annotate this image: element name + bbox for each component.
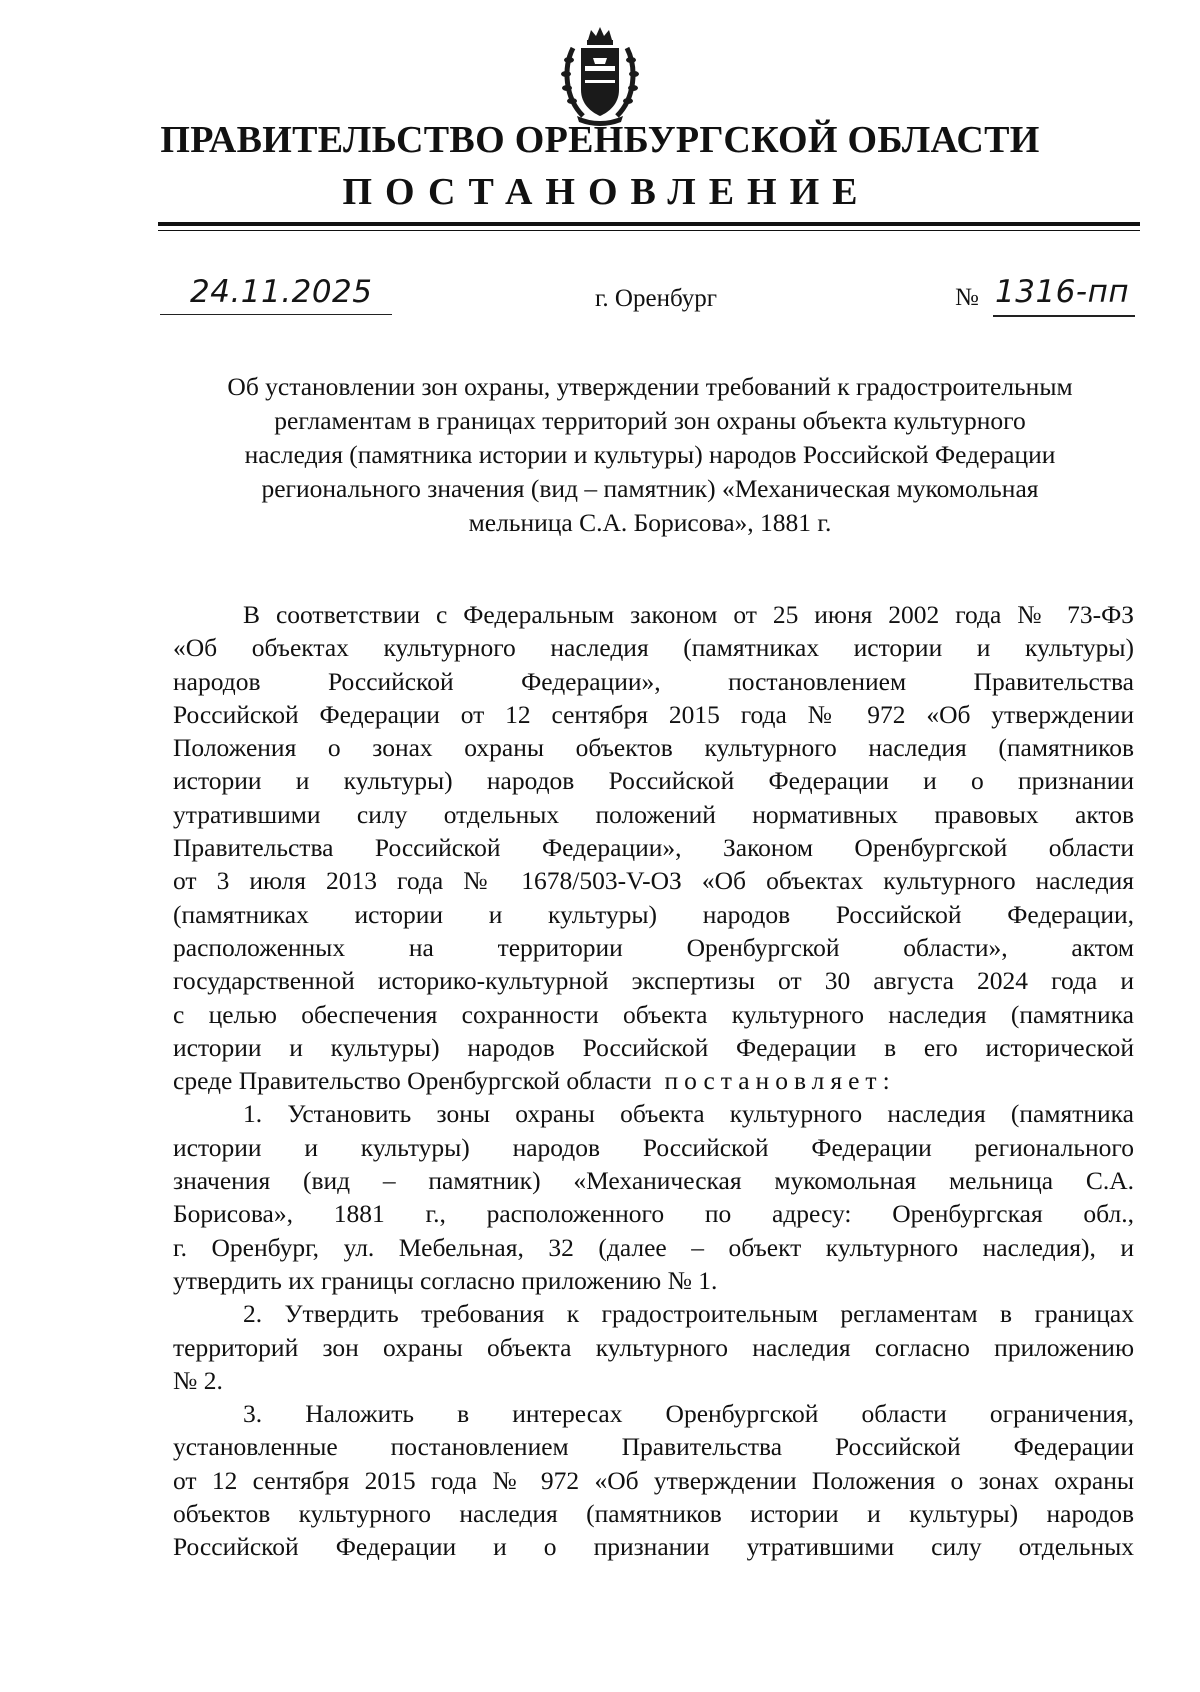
item1-line: 1. Установить зоны охраны объекта культурного наследия (памятника bbox=[243, 1099, 1134, 1129]
item1-line: Борисова», 1881 г., расположенного по адресу: Оренбургская обл., bbox=[173, 1199, 1134, 1229]
preamble-text: среде Правительство Оренбургской области bbox=[173, 1066, 652, 1096]
document-type-title: ПОСТАНОВЛЕНИЕ bbox=[342, 171, 871, 213]
item3-line: 3. Наложить в интересах Оренбургской области ограничения, bbox=[243, 1399, 1134, 1429]
decree-subject bbox=[165, 370, 1135, 540]
preamble-last-line bbox=[173, 1064, 1134, 1097]
preamble-line: народов Российской Федерации», постановлением Правительства bbox=[173, 666, 1134, 696]
number-sign: № bbox=[955, 284, 979, 311]
item1-line: г. Оренбург, ул. Мебельная, 32 (далее – объект культурного наследия), и bbox=[173, 1232, 1134, 1262]
preamble-line: Правительства Российской Федерации», Законом Оренбургской области bbox=[173, 833, 1134, 863]
preamble-line: с целью обеспечения сохранности объекта культурного наследия (памятника bbox=[173, 999, 1134, 1029]
preamble-line: от 3 июля 2013 года № 1678/503-V-ОЗ «Об объектах культурного наследия bbox=[173, 866, 1134, 896]
preamble-line: Положения о зонах охраны объектов культурного наследия (памятников bbox=[173, 733, 1134, 763]
item1-line: истории и культуры) народов Российской Федерации регионального bbox=[173, 1132, 1134, 1162]
decree-word: постановляет: bbox=[664, 1066, 896, 1096]
preamble-line: истории и культуры) народов Российской Федерации в его исторической bbox=[173, 1032, 1134, 1062]
item2-last-line: № 2. bbox=[173, 1365, 223, 1395]
decree-number-underline bbox=[993, 315, 1135, 317]
subject-line: мельница С.А. Борисова», 1881 г. bbox=[468, 508, 832, 537]
preamble-line: государственной историко-культурной экспертизы от 30 августа 2024 года и bbox=[173, 966, 1134, 996]
decree-number: 1316-пп bbox=[995, 274, 1130, 310]
government-title: ПРАВИТЕЛЬСТВО ОРЕНБУРГСКОЙ ОБЛАСТИ bbox=[160, 119, 1040, 161]
preamble-line: Российской Федерации от 12 сентября 2015 года № 972 «Об утверждении bbox=[173, 699, 1134, 729]
item2-line: 2. Утвердить требования к градостроительным регламентам в границах bbox=[243, 1299, 1134, 1329]
subject-line: регламентам в границах территорий зон охраны объекта культурного bbox=[274, 406, 1026, 435]
coat-of-arms-emblem bbox=[555, 18, 645, 128]
item3-line: Российской Федерации и о признании утратившими силу отдельных bbox=[173, 1532, 1134, 1562]
preamble-line: В соответствии с Федеральным законом от 25 июня 2002 года № 73-ФЗ bbox=[243, 600, 1134, 629]
preamble-line: утратившими силу отдельных положений нормативных правовых актов bbox=[173, 799, 1134, 829]
subject-line: регионального значения (вид – памятник) «Механическая мукомольная bbox=[261, 474, 1039, 503]
decree-date: 24.11.2025 bbox=[190, 274, 373, 310]
item1-line: значения (вид – памятник) «Механическая мукомольная мельница С.А. bbox=[173, 1166, 1134, 1196]
item3-line: от 12 сентября 2015 года № 972 «Об утверждении Положения о зонах охраны bbox=[173, 1465, 1134, 1495]
item1-last-line: утвердить их границы согласно приложению № 1. bbox=[173, 1265, 718, 1295]
item3-line: объектов культурного наследия (памятников истории и культуры) народов bbox=[173, 1499, 1134, 1529]
decree-date-field bbox=[160, 272, 392, 315]
preamble-line: «Об объектах культурного наследия (памятниках истории и культуры) bbox=[173, 633, 1134, 663]
preamble-line: истории и культуры) народов Российской Федерации и о признании bbox=[173, 766, 1134, 796]
subject-line: Об установлении зон охраны, утверждении требований к градостроительным bbox=[227, 372, 1073, 401]
decree-body bbox=[173, 598, 1134, 1564]
header-rule-thick bbox=[158, 222, 1140, 226]
preamble-line: расположенных на территории Оренбургской области», актом bbox=[173, 932, 1134, 962]
decree-city: г. Оренбург bbox=[595, 285, 717, 312]
item2-line: территорий зон охраны объекта культурного наследия согласно приложению bbox=[173, 1332, 1134, 1362]
preamble-line: (памятниках истории и культуры) народов Российской Федерации, bbox=[173, 899, 1134, 929]
item3-line: установленные постановлением Правительства Российской Федерации bbox=[173, 1432, 1134, 1462]
header-rule-thin bbox=[158, 230, 1140, 231]
subject-line: наследия (памятника истории и культуры) народов Российской Федерации bbox=[244, 440, 1056, 469]
